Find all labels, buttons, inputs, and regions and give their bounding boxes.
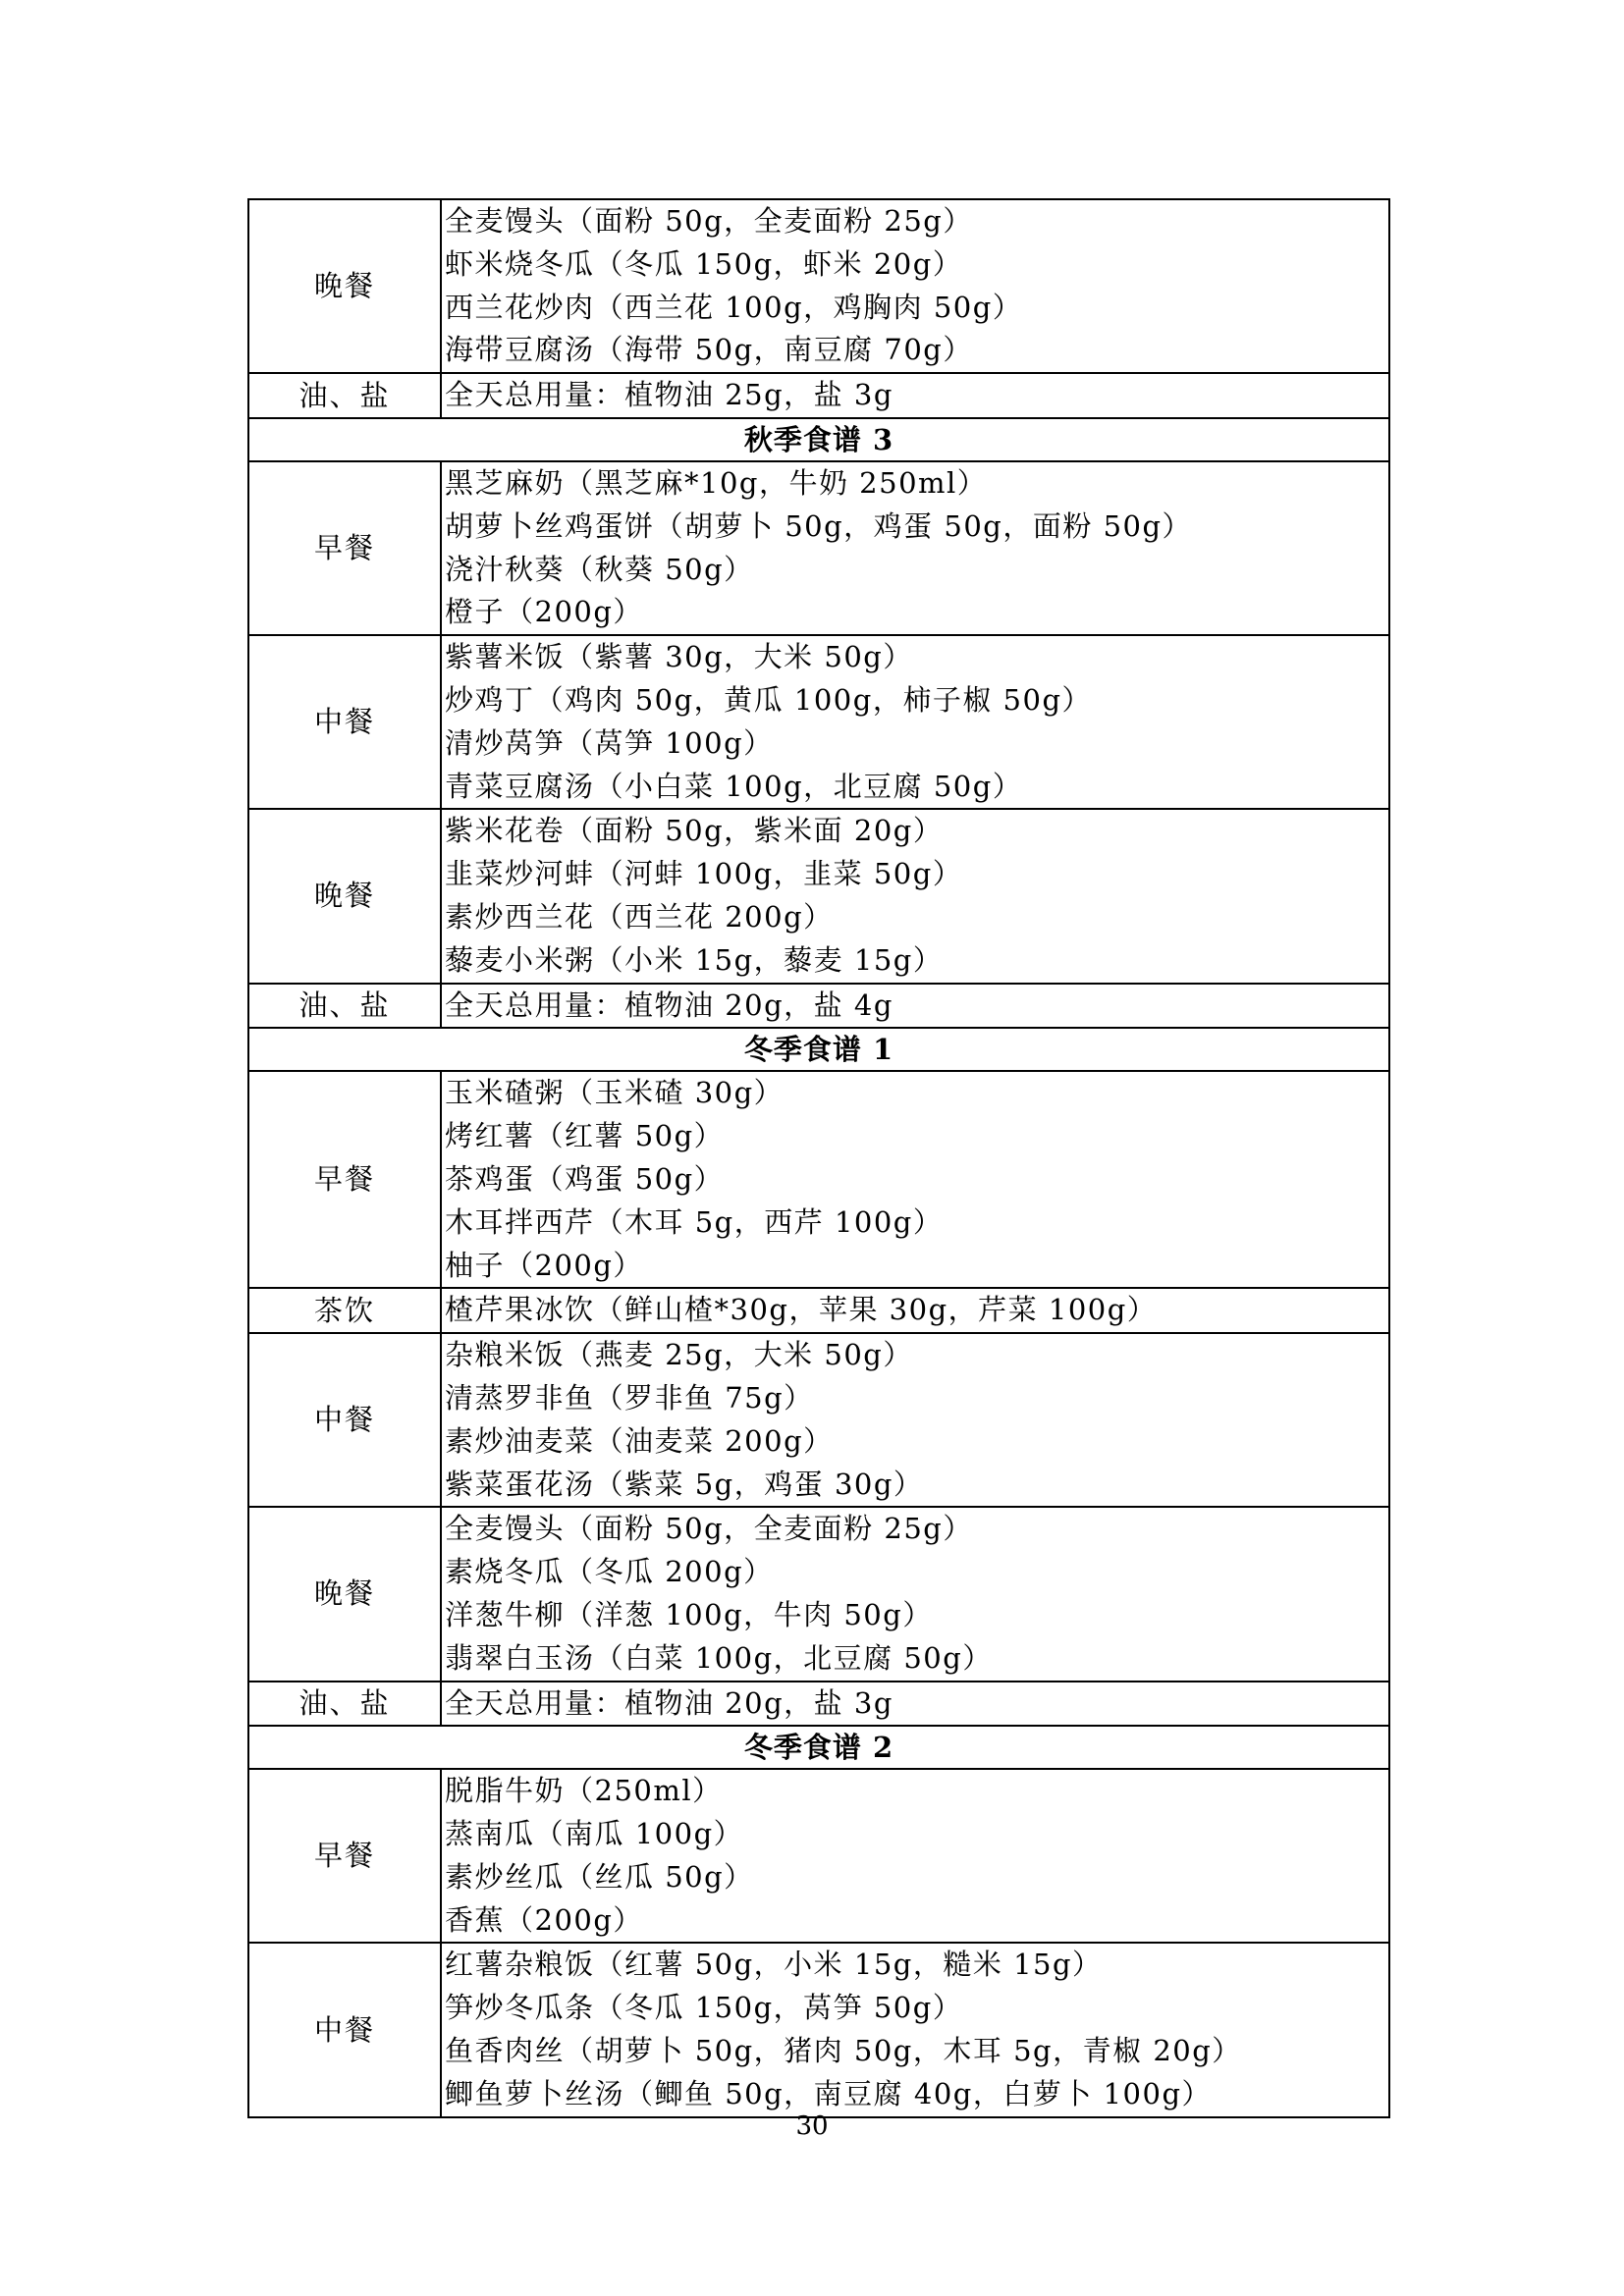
meal-row [248,635,1389,809]
meal-row [248,199,1389,373]
page-number: 30 [795,2111,829,2141]
meal-row [248,1769,1389,1943]
meal-item: 清蒸罗非鱼（罗非鱼 75g） [445,1380,814,1415]
section-title: 冬季食谱 2 [248,1726,1389,1769]
meal-item: 素烧冬瓜（冬瓜 200g） [445,1555,774,1589]
meal-item: 杂粮米饭（燕麦 25g，大米 50g） [445,1338,913,1372]
meal-items-cell [441,1769,1389,1943]
meal-item: 香蕉（200g） [445,1902,643,1937]
menu-table [247,198,1390,2118]
meal-item: 青菜豆腐汤（小白菜 100g，北豆腐 50g） [445,769,1023,803]
meal-item: 黑芝麻奶（黑芝麻*10g，牛奶 250ml） [445,465,988,500]
meal-items-cell [441,1333,1389,1507]
meal-item: 浇汁秋葵（秋葵 50g） [445,552,754,586]
meal-items-cell [441,199,1389,373]
meal-item: 红薯杂粮饭（红薯 50g，小米 15g，糙米 15g） [445,1948,1103,1982]
meal-item: 木耳拌西芹（木耳 5g，西芹 100g） [445,1204,944,1239]
meal-items-cell [441,1288,1389,1333]
meal-item: 紫菜蛋花汤（紫菜 5g，鸡蛋 30g） [445,1467,924,1501]
meal-item: 西兰花炒肉（西兰花 100g，鸡胸肉 50g） [445,290,1023,324]
meal-items-cell [441,1943,1389,2116]
meal-item: 清炒莴笋（莴笋 100g） [445,725,774,760]
meal-item: 笋炒冬瓜条（冬瓜 150g，莴笋 50g） [445,1991,963,2025]
meal-item: 鲫鱼萝卜丝汤（鲫鱼 50g，南豆腐 40g，白萝卜 100g） [445,2076,1213,2110]
meal-row [248,1333,1389,1507]
meal-item: 烤红薯（红薯 50g） [445,1119,725,1153]
meal-item: 素炒油麦菜（油麦菜 200g） [445,1423,834,1458]
meal-item: 柚子（200g） [445,1248,643,1282]
meal-item: 玉米碴粥（玉米碴 30g） [445,1076,785,1110]
meal-item: 紫米花卷（面粉 50g，紫米面 20g） [445,814,944,848]
meal-item: 全麦馒头（面粉 50g，全麦面粉 25g） [445,204,973,238]
meal-items-cell [441,373,1389,418]
meal-item: 素炒西兰花（西兰花 200g） [445,899,834,934]
meal-item: 藜麦小米粥（小米 15g，藜麦 15g） [445,942,944,977]
meal-items-cell [441,1071,1389,1288]
section-heading-row [248,1028,1389,1071]
meal-items-cell [441,461,1389,635]
meal-item: 炒鸡丁（鸡肉 50g，黄瓜 100g，柿子椒 50g） [445,682,1093,717]
meal-item: 全天总用量：植物油 25g，盐 3g [445,378,893,412]
meal-item: 蒸南瓜（南瓜 100g） [445,1817,744,1851]
meal-item: 楂芹果冰饮（鲜山楂*30g，苹果 30g，芹菜 100g） [445,1293,1158,1327]
meal-items-cell [441,984,1389,1029]
meal-items-cell [441,1682,1389,1727]
meal-label: 茶饮 [248,1288,441,1333]
meal-items-cell [441,635,1389,809]
meal-label: 早餐 [248,461,441,635]
meal-item: 海带豆腐汤（海带 50g，南豆腐 70g） [445,333,973,367]
menu-table-body [248,199,1389,2117]
meal-items-cell [441,1507,1389,1681]
meal-row [248,809,1389,983]
meal-row [248,1507,1389,1681]
meal-label: 晚餐 [248,199,441,373]
meal-items-cell [441,809,1389,983]
meal-item: 胡萝卜丝鸡蛋饼（胡萝卜 50g，鸡蛋 50g，面粉 50g） [445,508,1193,543]
meal-item: 鱼香肉丝（胡萝卜 50g，猪肉 50g，木耳 5g，青椒 20g） [445,2034,1242,2068]
meal-label: 中餐 [248,1943,441,2116]
meal-item: 虾米烧冬瓜（冬瓜 150g，虾米 20g） [445,246,963,281]
meal-item: 全天总用量：植物油 20g，盐 3g [445,1685,893,1720]
meal-row [248,1943,1389,2116]
section-heading-row [248,1726,1389,1769]
meal-item: 脱脂牛奶（250ml） [445,1774,723,1808]
meal-row [248,984,1389,1029]
meal-label: 早餐 [248,1769,441,1943]
section-title: 秋季食谱 3 [248,418,1389,461]
meal-item: 韭菜炒河蚌（河蚌 100g，韭菜 50g） [445,857,963,891]
meal-row [248,1071,1389,1288]
meal-label: 油、盐 [248,1682,441,1727]
meal-item: 紫薯米饭（紫薯 30g，大米 50g） [445,640,913,674]
meal-row [248,373,1389,418]
meal-row [248,1288,1389,1333]
meal-item: 翡翠白玉汤（白菜 100g，北豆腐 50g） [445,1640,993,1675]
meal-label: 晚餐 [248,1507,441,1681]
meal-label: 油、盐 [248,984,441,1029]
section-heading-row [248,418,1389,461]
meal-item: 素炒丝瓜（丝瓜 50g） [445,1859,754,1894]
meal-label: 早餐 [248,1071,441,1288]
meal-item: 茶鸡蛋（鸡蛋 50g） [445,1161,725,1196]
meal-row [248,1682,1389,1727]
meal-item: 全天总用量：植物油 20g，盐 4g [445,988,893,1022]
meal-label: 中餐 [248,1333,441,1507]
meal-item: 橙子（200g） [445,595,643,629]
meal-item: 全麦馒头（面粉 50g，全麦面粉 25g） [445,1512,973,1546]
meal-label: 中餐 [248,635,441,809]
meal-label: 晚餐 [248,809,441,983]
meal-row [248,461,1389,635]
meal-item: 洋葱牛柳（洋葱 100g，牛肉 50g） [445,1597,933,1631]
meal-label: 油、盐 [248,373,441,418]
section-title: 冬季食谱 1 [248,1028,1389,1071]
